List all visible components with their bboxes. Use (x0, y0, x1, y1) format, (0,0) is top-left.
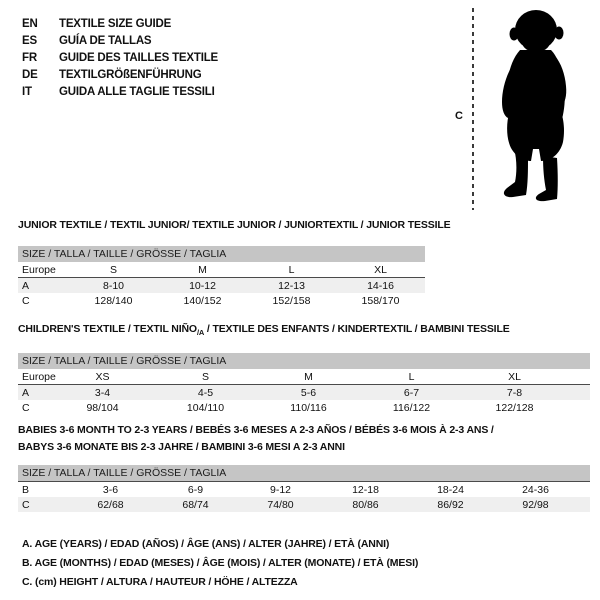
children-textile-table (18, 321, 590, 415)
language-row (22, 84, 218, 101)
value-cell: 158/170 (361, 294, 400, 307)
value-cell: 7-8 (463, 385, 566, 401)
language-row (22, 50, 218, 67)
table-title-line (18, 439, 590, 456)
junior-size-table (18, 246, 425, 308)
value-cell: 128/140 (94, 294, 133, 307)
table-row (18, 497, 590, 512)
spacer-cell (566, 369, 590, 385)
column-header-cell: M (257, 369, 360, 385)
table-title-line (18, 422, 590, 439)
size-header-row (18, 465, 590, 482)
row-label-cell: C (22, 294, 30, 307)
footnotes (22, 535, 418, 592)
children-size-table (18, 353, 590, 415)
size-header-row (18, 246, 425, 262)
junior-table-title (18, 217, 451, 234)
size-header-bar: SIZE / TALLA / TAILLE / GRÖSSE / TAGLIA (18, 353, 590, 369)
babies-table-title (18, 422, 590, 456)
column-header-cell: XL (463, 369, 566, 385)
column-header-row (18, 369, 590, 385)
value-cell: 10-12 (158, 278, 247, 294)
value-cell: 24-36 (522, 483, 549, 496)
region-label-cell: Europe (18, 369, 51, 385)
value-cell: 68/74 (153, 497, 238, 512)
language-code: FR (22, 52, 37, 64)
language-code: EN (22, 18, 38, 30)
column-header-cell: L (247, 262, 336, 278)
language-row (22, 33, 218, 50)
language-title: GUÍA DE TALLAS (59, 35, 152, 47)
babies-size-table (18, 465, 590, 512)
spacer-cell (578, 482, 590, 498)
spacer-cell (566, 385, 590, 401)
column-header-cell: XS (51, 369, 154, 385)
row-label-cell: A (18, 278, 69, 294)
value-cell: 3-6 (102, 483, 119, 496)
row-label-cell: A (18, 385, 51, 401)
value-cell: 6-7 (360, 385, 463, 401)
table-title-text: / TEXTILE DES ENFANTS / KINDERTEXTIL / BAMBINI TESSILE (204, 323, 510, 335)
column-header-cell: S (154, 369, 257, 385)
table-row (18, 400, 590, 415)
value-cell: 8-10 (69, 278, 158, 294)
baby-silhouette-icon (482, 6, 594, 206)
table-title-text: /A (196, 328, 205, 338)
value-cell: 116/122 (392, 401, 431, 414)
spacer-cell (578, 497, 590, 512)
children-table-title (18, 321, 590, 341)
language-title: GUIDA ALLE TAGLIE TESSILI (59, 86, 215, 98)
value-cell: 4-5 (154, 385, 257, 401)
table-title-text: JUNIOR TEXTILE / TEXTIL JUNIOR/ TEXTILE JUNIOR / JUNIORTEXTIL / JUNIOR TESSILE (18, 219, 451, 231)
row-label-cell: B (22, 483, 30, 496)
language-code: DE (22, 69, 38, 81)
language-code: IT (22, 86, 32, 98)
spacer-cell (566, 400, 590, 415)
language-code: ES (22, 35, 37, 47)
value-cell: 9-12 (269, 483, 291, 496)
language-row (22, 67, 218, 84)
size-header-bar: SIZE / TALLA / TAILLE / GRÖSSE / TAGLIA (18, 246, 425, 262)
value-cell: 6-9 (187, 483, 204, 496)
value-cell: 92/98 (493, 497, 578, 512)
value-cell: 80/86 (323, 497, 408, 512)
column-header-cell: M (158, 262, 247, 278)
column-header-cell: XL (336, 262, 425, 278)
table-row (18, 293, 425, 308)
table-row (18, 385, 590, 401)
junior-textile-table (18, 217, 451, 308)
table-title-text: CHILDREN'S TEXTILE / TEXTIL NIÑO (18, 323, 197, 335)
language-row (22, 16, 218, 33)
row-label-cell: C (22, 401, 30, 414)
babies-textile-table (18, 422, 590, 512)
footnote: B. AGE (MONTHS) / EDAD (MESES) / ÂGE (MOIS) / ALTER (MONATE) / ETÀ (MESI) (22, 557, 419, 569)
column-header-row (18, 262, 425, 278)
value-cell: 18-24 (437, 483, 464, 496)
table-title-text: BABYS 3-6 MONATE BIS 2-3 JAHRE / BAMBINI 3-6 MESI A 2-3 ANNI (18, 441, 345, 453)
size-header-row (18, 353, 590, 369)
region-label-cell: Europe (18, 262, 69, 278)
measure-label-c: C (455, 110, 463, 122)
height-measure-line (472, 8, 474, 210)
table-title-line (18, 321, 590, 341)
table-row (18, 278, 425, 294)
value-cell: 62/68 (68, 497, 153, 512)
value-cell: 110/116 (290, 401, 327, 414)
footnote: C. (cm) HEIGHT / ALTURA / HAUTEUR / HÖHE / ALTEZZA (22, 576, 298, 588)
value-cell: 122/128 (495, 401, 534, 414)
footnote: A. AGE (YEARS) / EDAD (AÑOS) / ÂGE (ANS) / ALTER (JAHRE) / ETÀ (ANNI) (22, 538, 390, 550)
language-title: TEXTILGRÖßENFÜHRUNG (59, 69, 202, 81)
table-title-text: BABIES 3-6 MONTH TO 2-3 YEARS / BEBÉS 3-6 MESES A 2-3 AÑOS / BÉBÉS 3-6 MOIS À 2-3 ANS / (18, 424, 494, 436)
row-label-cell: C (18, 497, 68, 512)
value-cell: 152/158 (272, 294, 311, 307)
value-cell: 86/92 (408, 497, 493, 512)
column-header-cell: L (360, 369, 463, 385)
value-cell: 5-6 (257, 385, 360, 401)
value-cell: 14-16 (336, 278, 425, 294)
value-cell: 74/80 (238, 497, 323, 512)
table-title-line (18, 217, 451, 234)
value-cell: 104/110 (186, 401, 225, 414)
value-cell: 98/104 (86, 401, 119, 414)
value-cell: 12-18 (352, 483, 379, 496)
table-row (18, 482, 590, 498)
language-title-list (22, 16, 218, 101)
size-header-bar: SIZE / TALLA / TAILLE / GRÖSSE / TAGLIA (18, 465, 590, 482)
value-cell: 3-4 (51, 385, 154, 401)
language-title: GUIDE DES TAILLES TEXTILE (59, 52, 218, 64)
column-header-cell: S (69, 262, 158, 278)
value-cell: 12-13 (247, 278, 336, 294)
language-title: TEXTILE SIZE GUIDE (59, 18, 172, 30)
value-cell: 140/152 (183, 294, 222, 307)
